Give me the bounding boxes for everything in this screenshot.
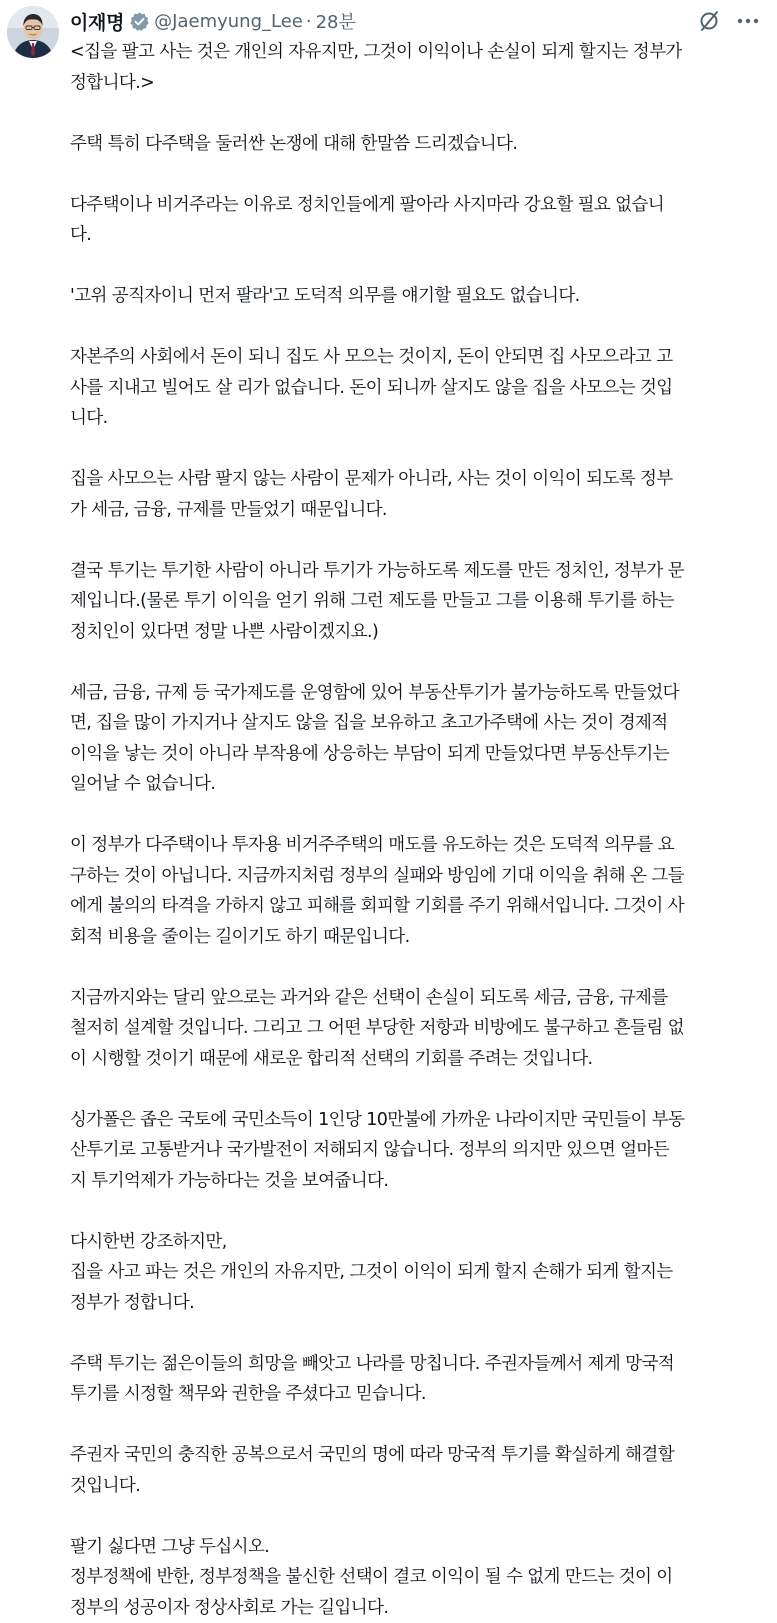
avatar[interactable] bbox=[7, 6, 59, 58]
tweet-paragraph bbox=[70, 1349, 764, 1410]
tweet-text-line: 집을 사고 파는 것은 개인의 자유지만, 그것이 이익이 되게 할지 손해가 되게 할지는 bbox=[70, 1257, 764, 1288]
tweet-text-line: 주택 특히 다주택을 둘러싼 논쟁에 대해 한말씀 드리겠습니다. bbox=[70, 129, 764, 160]
tweet-text-line: 에게 불의의 타격을 가하지 않고 피해를 회피할 기회를 주기 위해서입니다. 그것이 사 bbox=[70, 891, 764, 922]
tweet-text-line: 다주택이나 비거주라는 이유로 정치인들에게 팔아라 사지마라 강요할 필요 없습니 bbox=[70, 190, 764, 221]
tweet-paragraph bbox=[70, 129, 764, 160]
tweet-text-line: 것입니다. bbox=[70, 1471, 764, 1502]
tweet-paragraph bbox=[70, 281, 764, 312]
tweet-text-line: 주권자 국민의 충직한 공복으로서 국민의 명에 따라 망국적 투기를 확실하게 해결할 bbox=[70, 1440, 764, 1471]
grok-slash-icon[interactable] bbox=[697, 9, 721, 33]
tweet-paragraph bbox=[70, 556, 764, 648]
author-name[interactable]: 이재명 bbox=[70, 8, 124, 35]
tweet-paragraph bbox=[70, 1227, 764, 1319]
tweet-text-line: 정치인이 있다면 정말 나쁜 사람이겠지요.) bbox=[70, 617, 764, 648]
tweet-text-line: 다시한번 강조하지만, bbox=[70, 1227, 764, 1258]
tweet-text-line: 싱가폴은 좁은 국토에 국민소득이 1인당 10만불에 가까운 나라이지만 국민들이 부동 bbox=[70, 1105, 764, 1136]
tweet-text-line: 지금까지와는 달리 앞으로는 과거와 같은 선택이 손실이 되도록 세금, 금융, 규제를 bbox=[70, 983, 764, 1014]
tweet-text-line: 집을 사모으는 사람 팔지 않는 사람이 문제가 아니라, 사는 것이 이익이 되도록 정부 bbox=[70, 464, 764, 495]
tweet-text-line: 결국 투기는 투기한 사람이 아니라 투기가 가능하도록 제도를 만든 정치인, 정부가 문 bbox=[70, 556, 764, 587]
tweet-text-line: 자본주의 사회에서 돈이 되니 집도 사 모으는 것이지, 돈이 안되면 집 사모으라고 고 bbox=[70, 342, 764, 373]
tweet-text-line: 주택 투기는 젊은이들의 희망을 빼앗고 나라를 망칩니다. 주권자들께서 제게 망국적 bbox=[70, 1349, 764, 1380]
tweet-header bbox=[70, 8, 759, 34]
tweet-text-line: 투기를 시정할 책무와 권한을 주셨다고 믿습니다. bbox=[70, 1379, 764, 1410]
tweet-text-line: 일어날 수 없습니다. bbox=[70, 769, 764, 800]
tweet-text-line: 정부가 정합니다. bbox=[70, 1288, 764, 1319]
tweet-text-line: 팔기 싫다면 그냥 두십시오. bbox=[70, 1532, 764, 1563]
tweet-text-line: 사를 지내고 빌어도 살 리가 없습니다. 돈이 되니까 살지도 않을 집을 사모으는 것입 bbox=[70, 373, 764, 404]
tweet-paragraph bbox=[70, 464, 764, 525]
tweet-text-line: 이익을 낳는 것이 아니라 부작용에 상응하는 부담이 되게 만들었다면 부동산투기는 bbox=[70, 739, 764, 770]
tweet-text-line: 니다. bbox=[70, 403, 764, 434]
tweet-text-line: 철저히 설계할 것입니다. 그리고 그 어떤 부당한 저항과 비방에도 불구하고 흔들림 없 bbox=[70, 1013, 764, 1044]
verified-badge-icon bbox=[129, 11, 150, 32]
tweet-text-line: 다. bbox=[70, 220, 764, 251]
tweet-paragraph bbox=[70, 1105, 764, 1197]
tweet-text-line: 정합니다.> bbox=[70, 68, 764, 99]
tweet-text-line: 회적 비용을 줄이는 길이기도 하기 때문입니다. bbox=[70, 922, 764, 953]
tweet-text-line: 구하는 것이 아닙니다. 지금까지처럼 정부의 실패와 방임에 기대 이익을 취해 온 그들 bbox=[70, 861, 764, 892]
tweet-timestamp[interactable]: 28분 bbox=[316, 8, 356, 34]
tweet-text-line: 정부의 성공이자 정상사회로 가는 길입니다. bbox=[70, 1593, 764, 1623]
tweet-paragraph bbox=[70, 678, 764, 800]
tweet-paragraph bbox=[70, 1440, 764, 1501]
profile-photo-icon bbox=[7, 6, 59, 58]
tweet-paragraph bbox=[70, 983, 764, 1075]
author-handle[interactable]: @Jaemyung_Lee bbox=[154, 11, 303, 32]
tweet-text-line: 이 정부가 다주택이나 투자용 비거주주택의 매도를 유도하는 것은 도덕적 의무를 요 bbox=[70, 830, 764, 861]
more-dots-icon[interactable] bbox=[737, 9, 759, 33]
tweet-paragraph bbox=[70, 190, 764, 251]
tweet-text-line: <집을 팔고 사는 것은 개인의 자유지만, 그것이 이익이나 손실이 되게 할지는 정부가 bbox=[70, 37, 764, 68]
separator-dot: · bbox=[306, 11, 312, 32]
tweet-paragraph bbox=[70, 830, 764, 952]
tweet-text-line: 면, 집을 많이 가지거나 살지도 않을 집을 보유하고 초고가주택에 사는 것이 경제적 bbox=[70, 708, 764, 739]
tweet-text-line: 이 시행할 것이기 때문에 새로운 합리적 선택의 기회를 주려는 것입니다. bbox=[70, 1044, 764, 1075]
tweet-paragraph bbox=[70, 37, 764, 98]
tweet-paragraph bbox=[70, 342, 764, 434]
tweet-text-line: 가 세금, 금융, 규제를 만들었기 때문입니다. bbox=[70, 495, 764, 526]
tweet-text-line: 제입니다.(물론 투기 이익을 얻기 위해 그런 제도를 만들고 그를 이용해 투기를 하는 bbox=[70, 586, 764, 617]
tweet-text-line: 지 투기억제가 가능하다는 것을 보여줍니다. bbox=[70, 1166, 764, 1197]
tweet-text-line: 산투기로 고통받거나 국가발전이 저해되지 않습니다. 정부의 의지만 있으면 얼마든 bbox=[70, 1135, 764, 1166]
tweet-text bbox=[70, 37, 764, 1623]
tweet-text-line: 정부정책에 반한, 정부정책을 불신한 선택이 결코 이익이 될 수 없게 만드는 것이 이 bbox=[70, 1562, 764, 1593]
tweet-text-line: 세금, 금융, 규제 등 국가제도를 운영함에 있어 부동산투기가 불가능하도록 만들었다 bbox=[70, 678, 764, 709]
tweet-paragraph bbox=[70, 1532, 764, 1623]
tweet-text-line: '고위 공직자이니 먼저 팔라'고 도덕적 의무를 얘기할 필요도 없습니다. bbox=[70, 281, 764, 312]
